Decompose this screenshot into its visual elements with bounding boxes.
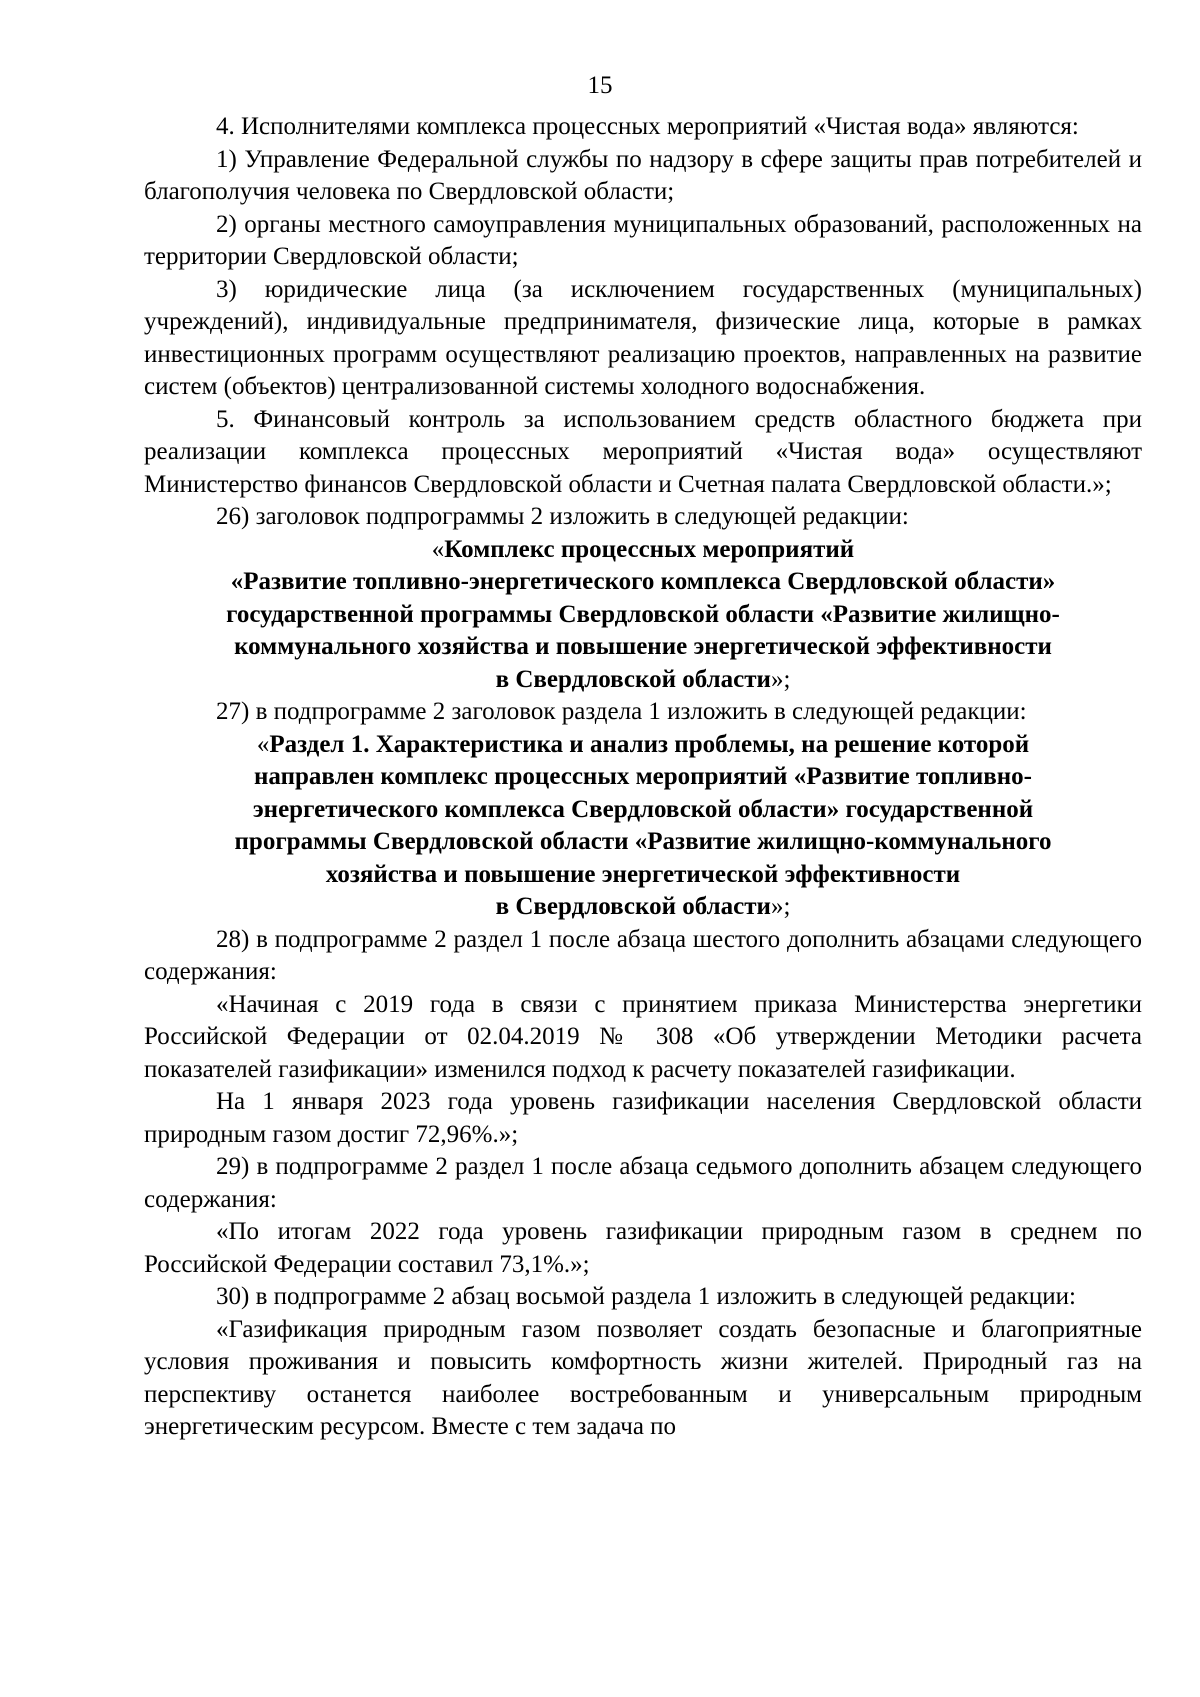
paragraph-executors: 4. Исполнителями комплекса процессных мероприятий «Чистая вода» являются: xyxy=(216,113,1079,140)
close-quote: »; xyxy=(770,893,791,920)
page-number: 15 xyxy=(587,72,613,99)
paragraph-item-29: 29) в подпрограмме 2 раздел 1 после абзаца седьмого дополнить абзацем следующего содержания: xyxy=(144,1153,1142,1213)
quoted-paragraph-gasification-benefits: «Газификация природным газом позволяет создать безопасные и благоприятные условия проживания и повысить комфортность жизни жителей. Природный газ на перспективу останется наиболее востребованным и универсальным природным энергетическим ресурсом. Вместе с тем задача по xyxy=(144,1315,1142,1440)
heading-line: Раздел 1. Характеристика и анализ проблемы, на решение которой xyxy=(269,730,1030,758)
paragraph-financial-control: 5. Финансовый контроль за использованием средств областного бюджета при реализации комплекса процессных мероприятий «Чистая вода» осуществляют Министерство финансов Свердловской области и Счетная палата Свердловской области.»; xyxy=(144,405,1142,498)
heading-line: хозяйства и повышение энергетической эффективности xyxy=(325,860,961,888)
heading-line: в Свердловской области xyxy=(495,665,771,693)
paragraph-item-28: 28) в подпрограмме 2 раздел 1 после абзаца шестого дополнить абзацами следующего содержания: xyxy=(144,925,1142,985)
open-quote: « xyxy=(431,535,445,563)
list-item-1: 1) Управление Федеральной службы по надзору в сфере защиты прав потребителей и благополучия человека по Свердловской области; xyxy=(144,145,1142,205)
section-1-heading xyxy=(144,729,1142,924)
heading-line: государственной программы Свердловской области «Развитие жилищно- xyxy=(226,600,1060,628)
heading-line: программы Свердловской области «Развитие жилищно-коммунального xyxy=(234,828,1052,855)
open-quote: « xyxy=(256,730,270,758)
close-quote: »; xyxy=(770,665,791,693)
list-item-3: 3) юридические лица (за исключением государственных (муниципальных) учреждений), индивидуальные предпринимателя, физические лица, которые в рамках инвестиционных программ осуществляют реализацию проектов, направленных на развитие систем (объектов) централизованной системы холодного водоснабжения. xyxy=(144,275,1142,400)
paragraph-item-27: 27) в подпрограмме 2 заголовок раздела 1 изложить в следующей редакции: xyxy=(216,698,1027,725)
heading-line: коммунального хозяйства и повышение энергетической эффективности xyxy=(234,633,1052,660)
heading-line: «Развитие топливно-энергетического комплекса Свердловской области» xyxy=(230,568,1056,595)
quoted-paragraph-russia-level: «По итогам 2022 года уровень газификации природным газом в среднем по Российской Федерации составил 73,1%.»; xyxy=(144,1218,1142,1278)
document-body xyxy=(144,111,1142,1444)
heading-line: энергетического комплекса Свердловской области» государственной xyxy=(252,795,1034,823)
quoted-paragraph-gasification-method: «Начиная с 2019 года в связи с принятием приказа Министерства энергетики Российской Федерации от 02.04.2019 № 308 «Об утверждении Методики расчета показателей газификации» изменился подход к расчету показателей газификации. xyxy=(144,990,1142,1083)
subprogram-2-heading xyxy=(144,534,1142,697)
paragraph-item-26: 26) заголовок подпрограммы 2 изложить в следующей редакции: xyxy=(216,503,909,530)
list-item-2: 2) органы местного самоуправления муниципальных образований, расположенных на территории Свердловской области; xyxy=(144,210,1142,270)
heading-line: в Свердловской области xyxy=(495,893,771,920)
paragraph-item-30: 30) в подпрограмме 2 абзац восьмой раздела 1 изложить в следующей редакции: xyxy=(216,1283,1076,1310)
heading-line: направлен комплекс процессных мероприятий «Развитие топливно- xyxy=(254,763,1032,790)
heading-line: Комплекс процессных мероприятий xyxy=(444,535,855,563)
quoted-paragraph-gasification-level: На 1 января 2023 года уровень газификации населения Свердловской области природным газом достиг 72,96%.»; xyxy=(144,1088,1142,1148)
